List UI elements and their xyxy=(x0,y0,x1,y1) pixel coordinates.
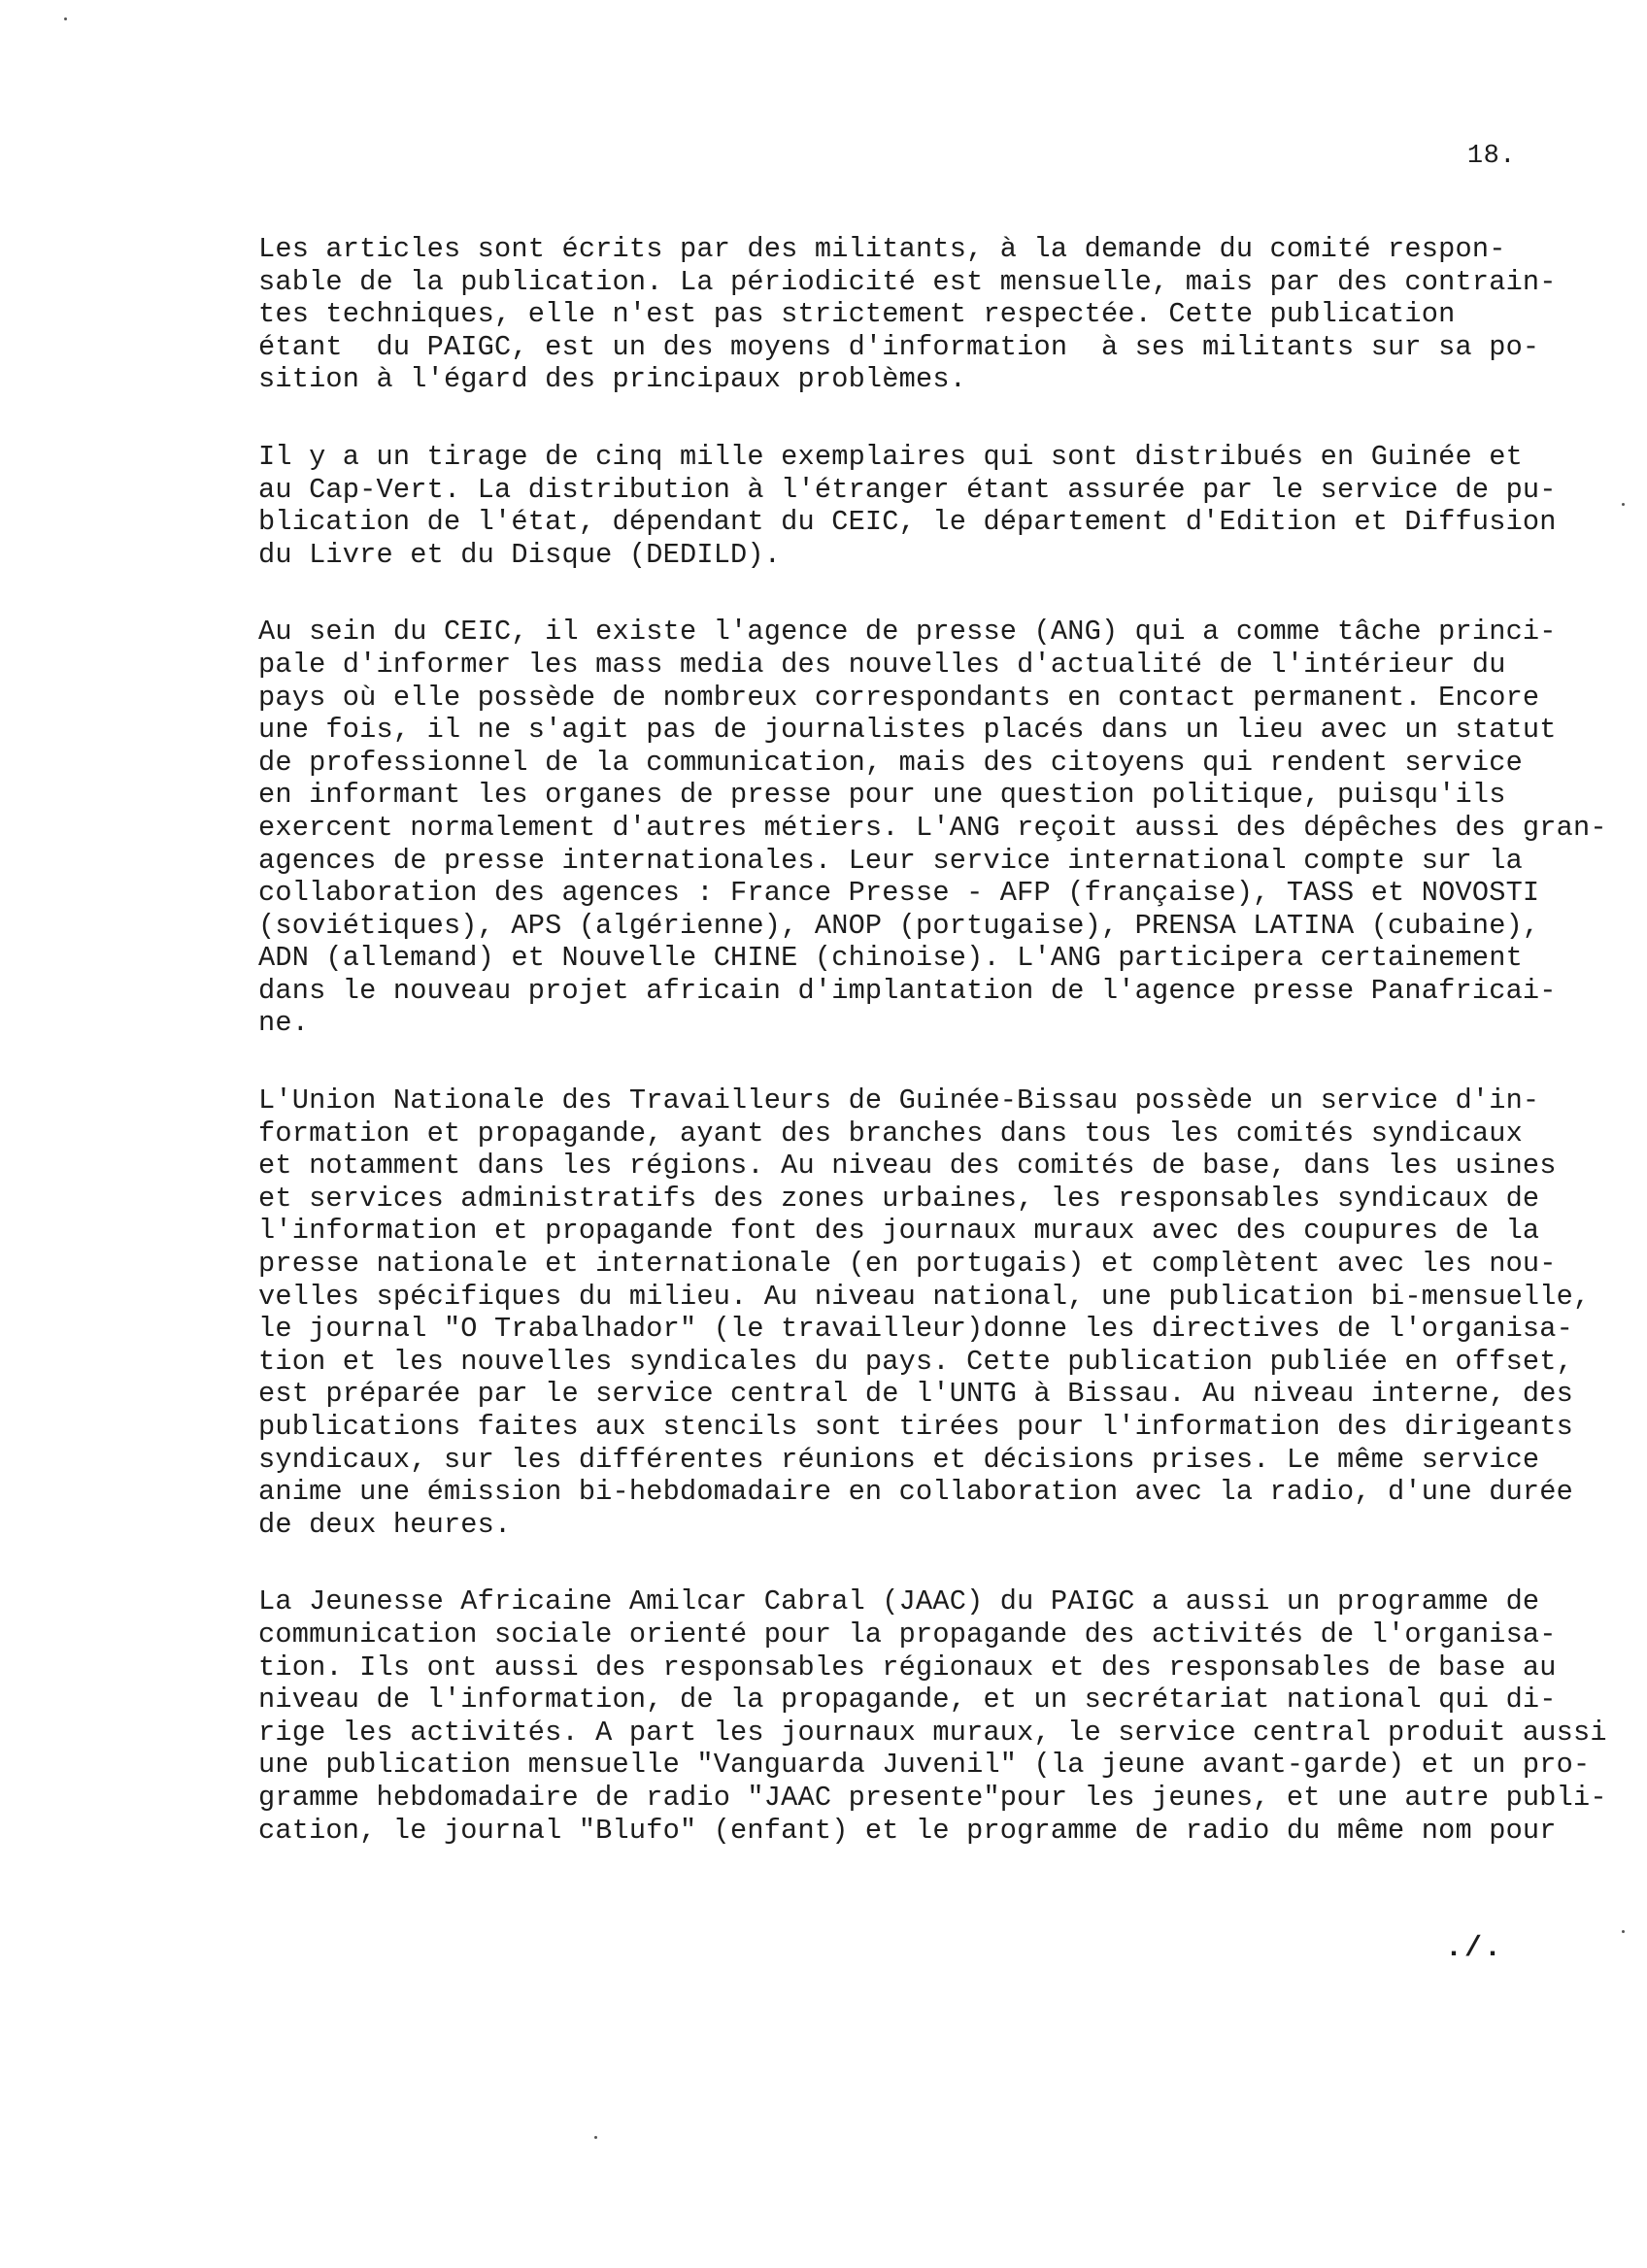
text-line: de deux heures. xyxy=(258,1508,512,1541)
text-line: tes techniques, elle n'est pas strictement respectée. Cette publication xyxy=(258,298,1456,331)
text-line: tion. Ils ont aussi des responsables régionaux et des responsables de base au xyxy=(258,1651,1557,1684)
text-line: étant du PAIGC, est un des moyens d'information à ses militants sur sa po- xyxy=(258,330,1540,363)
text-line: gramme hebdomadaire de radio "JAAC presente"pour les jeunes, et une autre publi- xyxy=(258,1781,1607,1814)
text-line: une publication mensuelle "Vanguarda Juvenil" (la jeune avant-garde) et un pro- xyxy=(258,1749,1591,1782)
text-line: communication sociale orienté pour la propagande des activités de l'organisa- xyxy=(258,1618,1557,1651)
scan-speck xyxy=(64,17,67,20)
scan-speck xyxy=(594,2136,597,2139)
text-line: dans le nouveau projet africain d'implantation de l'agence presse Panafricai- xyxy=(258,974,1557,1007)
text-line: La Jeunesse Africaine Amilcar Cabral (JAAC) du PAIGC a aussi un programme de xyxy=(258,1585,1540,1618)
text-line: niveau de l'information, de la propagande, et un secrétariat national qui di- xyxy=(258,1684,1557,1717)
text-line: et notamment dans les régions. Au niveau des comités de base, dans les usines xyxy=(258,1150,1557,1183)
paragraph-youth-organization xyxy=(258,1585,1607,1847)
paragraph-workers-union xyxy=(258,1084,1591,1541)
paragraph-print-run xyxy=(258,440,1557,571)
text-line: l'information et propagande font des journaux muraux avec des coupures de la xyxy=(258,1215,1540,1248)
paragraph-news-agency xyxy=(258,616,1607,1040)
text-line: le journal "O Trabalhador" (le travailleur)donne les directives de l'organisa- xyxy=(258,1313,1574,1346)
text-line: et services administratifs des zones urbaines, les responsables syndicaux de xyxy=(258,1182,1540,1215)
continuation-mark: ./. xyxy=(1444,1932,1503,1965)
paragraph-publication-articles xyxy=(258,233,1557,396)
text-line: Les articles sont écrits par des militants, à la demande du comité respon- xyxy=(258,233,1506,265)
text-line: anime une émission bi-hebdomadaire en collaboration avec la radio, d'une durée xyxy=(258,1476,1574,1509)
text-line: (soviétiques), APS (algérienne), ANOP (portugaise), PRENSA LATINA (cubaine), xyxy=(258,909,1540,942)
text-line: est préparée par le service central de l'UNTG à Bissau. Au niveau interne, des xyxy=(258,1378,1574,1411)
text-line: au Cap-Vert. La distribution à l'étranger étant assurée par le service de pu- xyxy=(258,473,1557,506)
text-line: cation, le journal "Blufo" (enfant) et le programme de radio du même nom pour xyxy=(258,1814,1557,1847)
text-line: pale d'informer les mass media des nouvelles d'actualité de l'intérieur du xyxy=(258,648,1506,681)
body-text xyxy=(258,233,1607,1891)
text-line: ADN (allemand) et Nouvelle CHINE (chinoise). L'ANG participera certainement xyxy=(258,942,1523,975)
text-line: pays où elle possède de nombreux correspondants en contact permanent. Encore xyxy=(258,681,1540,714)
page-number: 18. xyxy=(1466,142,1516,171)
text-line: exercent normalement d'autres métiers. L'ANG reçoit aussi des dépêches des gran- xyxy=(258,811,1607,844)
text-line: tion et les nouvelles syndicales du pays. Cette publication publiée en offset, xyxy=(258,1345,1574,1378)
text-line: agences de presse internationales. Leur service international compte sur la xyxy=(258,844,1523,877)
text-line: velles spécifiques du milieu. Au niveau national, une publication bi-mensuelle, xyxy=(258,1280,1591,1313)
text-line: du Livre et du Disque (DEDILD). xyxy=(258,538,782,571)
text-line: publications faites aux stencils sont tirées pour l'information des dirigeants xyxy=(258,1411,1574,1443)
text-line: ne. xyxy=(258,1007,310,1040)
text-line: L'Union Nationale des Travailleurs de Guinée-Bissau possède un service d'in- xyxy=(258,1084,1540,1117)
text-line: presse nationale et internationale (en portugais) et complètent avec les nou- xyxy=(258,1248,1557,1281)
text-line: Il y a un tirage de cinq mille exemplaires qui sont distribués en Guinée et xyxy=(258,440,1523,473)
scan-speck xyxy=(1622,1930,1625,1933)
text-line: rige les activités. A part les journaux muraux, le service central produit aussi xyxy=(258,1716,1607,1749)
text-line: une fois, il ne s'agit pas de journalistes placés dans un lieu avec un statut xyxy=(258,714,1557,747)
text-line: en informant les organes de presse pour une question politique, puisqu'ils xyxy=(258,779,1506,812)
text-line: blication de l'état, dépendant du CEIC, le département d'Edition et Diffusion xyxy=(258,506,1557,539)
text-line: Au sein du CEIC, il existe l'agence de presse (ANG) qui a comme tâche princi- xyxy=(258,616,1557,649)
scan-speck xyxy=(1622,503,1625,506)
text-line: de professionnel de la communication, mais des citoyens qui rendent service xyxy=(258,746,1523,779)
text-line: collaboration des agences : France Presse - AFP (française), TASS et NOVOSTI xyxy=(258,877,1540,910)
text-line: formation et propagande, ayant des branches dans tous les comités syndicaux xyxy=(258,1117,1523,1150)
text-line: sable de la publication. La périodicité est mensuelle, mais par des contrain- xyxy=(258,265,1557,298)
text-line: sition à l'égard des principaux problèmes. xyxy=(258,363,967,396)
text-line: syndicaux, sur les différentes réunions et décisions prises. Le même service xyxy=(258,1443,1540,1476)
